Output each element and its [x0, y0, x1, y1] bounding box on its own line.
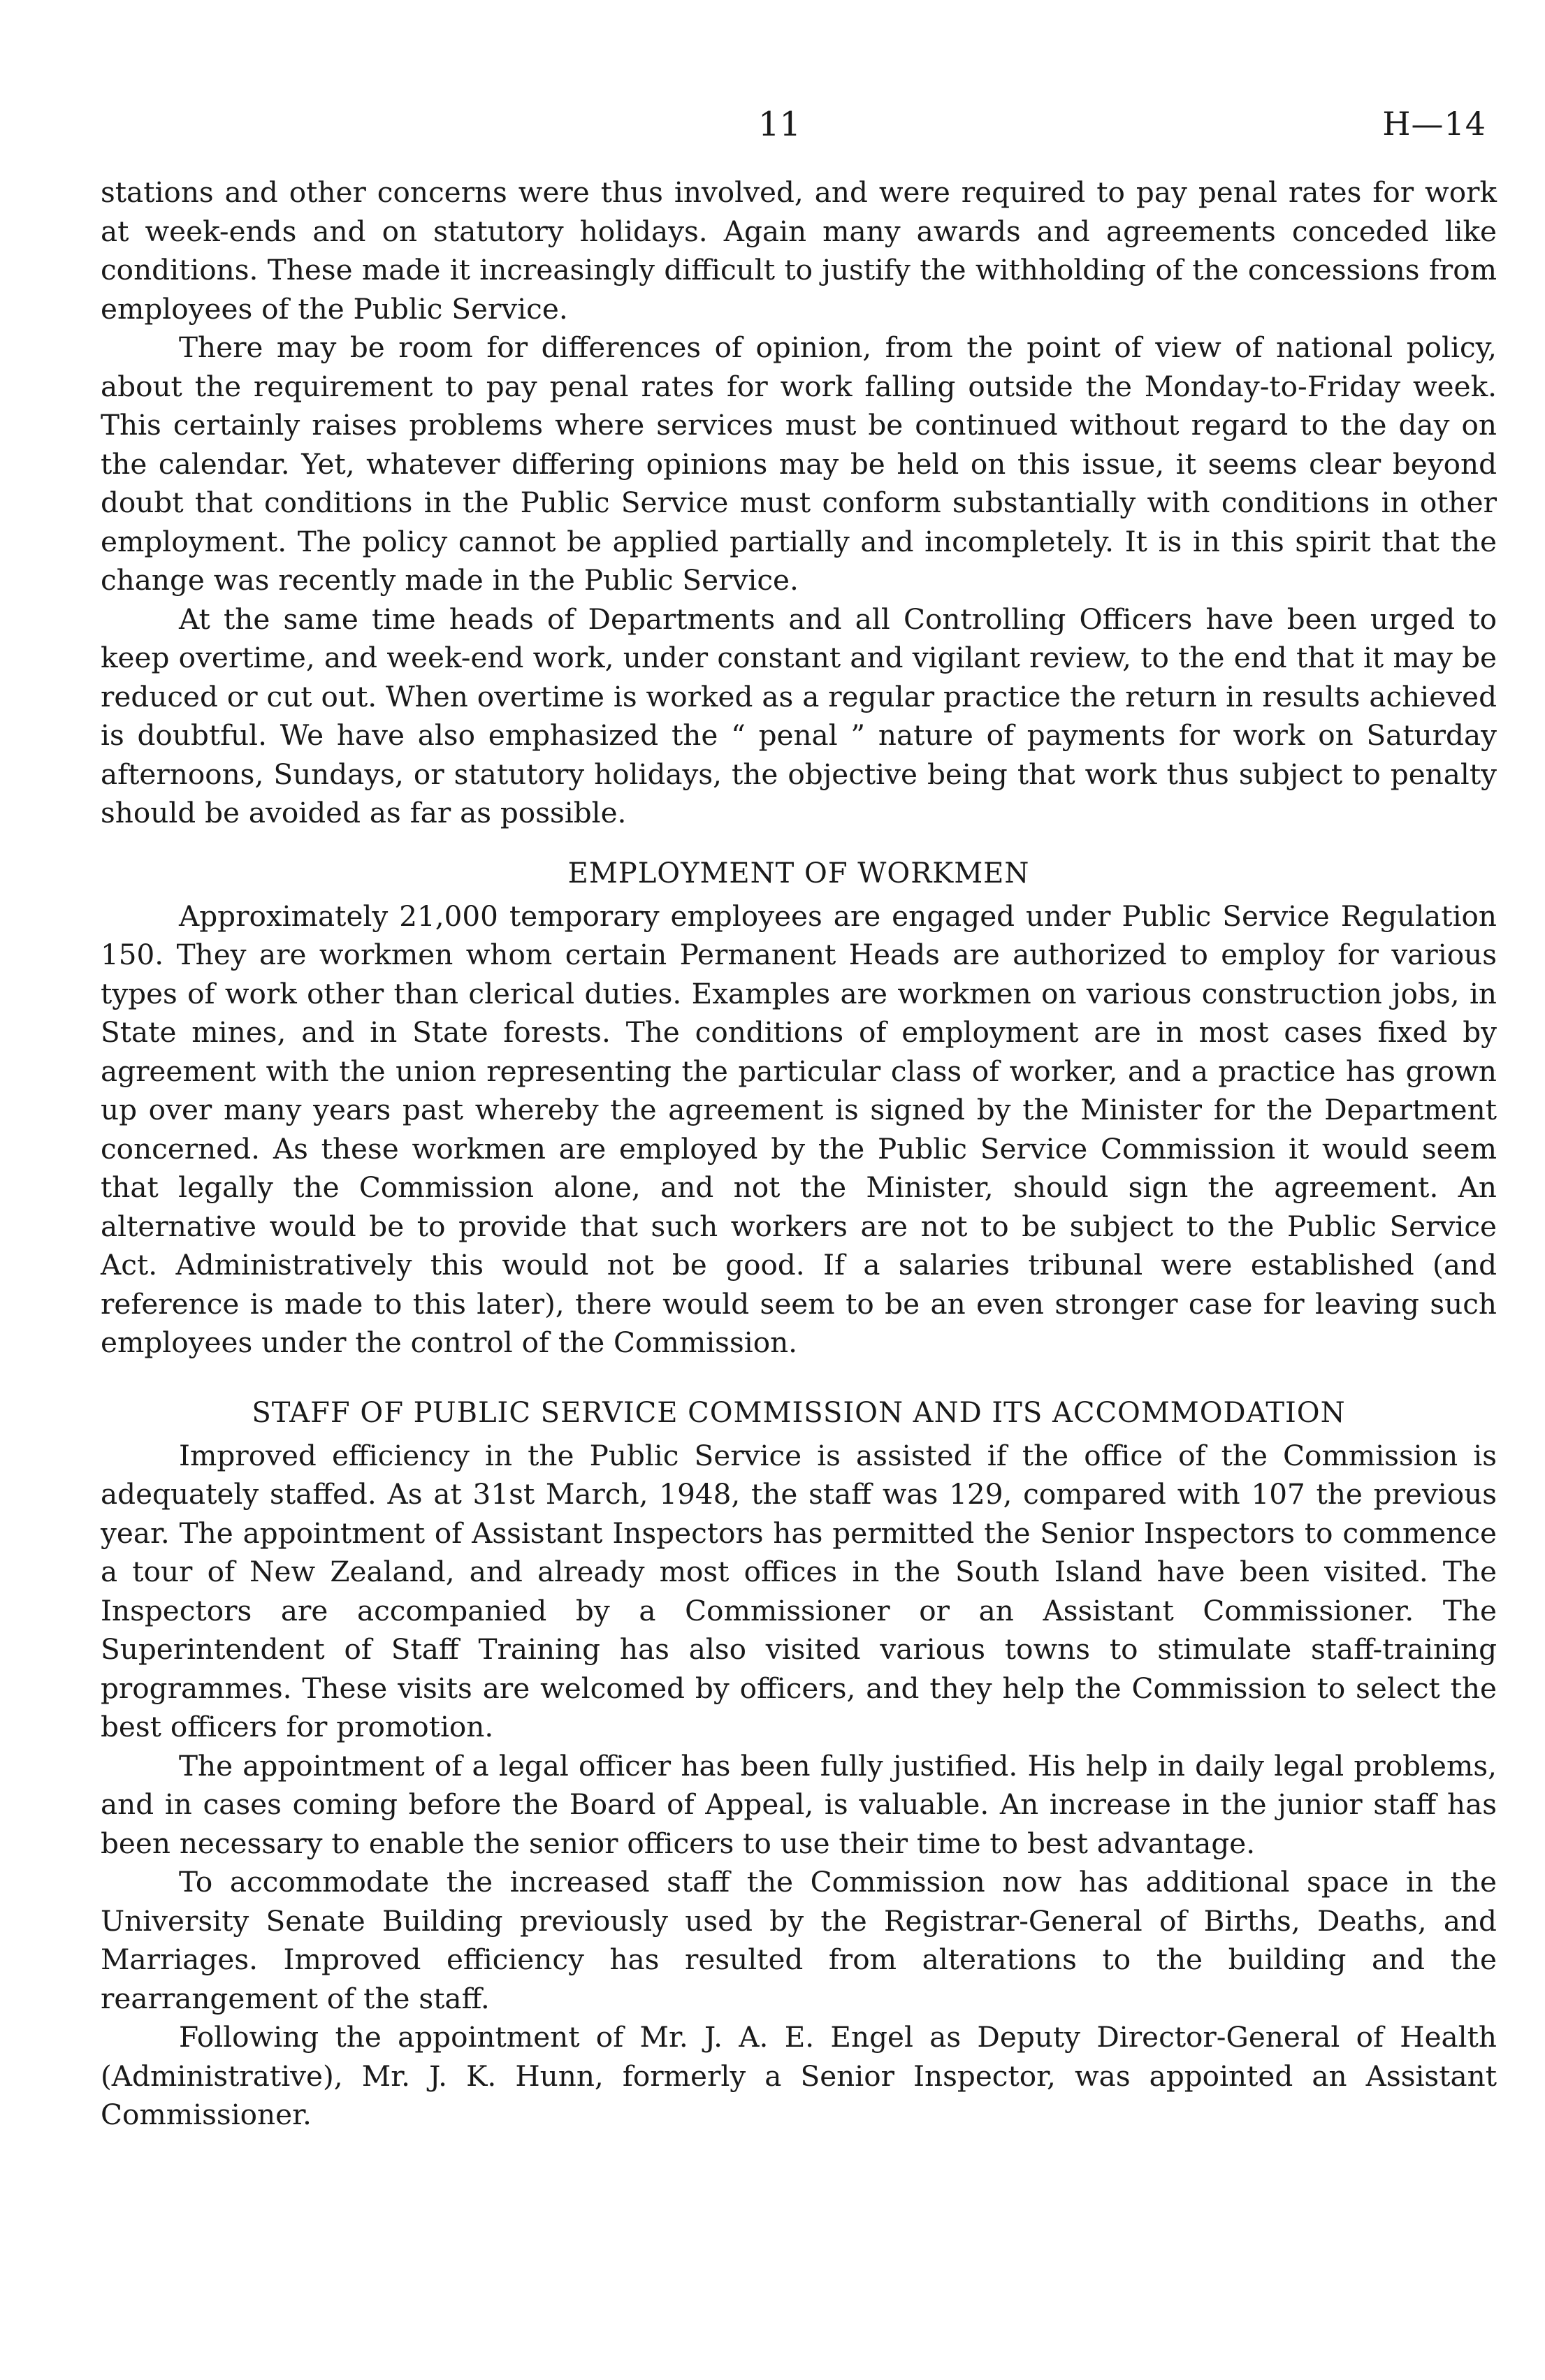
- document-code: H—14: [1382, 105, 1486, 143]
- paragraph: At the same time heads of Departments and all Controlling Officers have been urged to keep overtime, and week-end work, under constant and vigilant review, to the end that it may be reduced or cut out. When overtime is worked as a regular practice the return in results achieved is doubtful. We have also emphasized the “ penal ” nature of payments for work on Saturday afternoons, Sundays, or statutory holidays, the objective being that work thus subject to penalty should be avoided as far as possible.: [101, 602, 1497, 829]
- section-heading-staff-and-accommodation: STAFF OF PUBLIC SERVICE COMMISSION AND ITS ACCOMMODATION: [252, 1396, 1346, 1429]
- paragraph: There may be room for differences of opinion, from the point of view of national policy, about the requirement to pay penal rates for work falling outside the Monday-to-Friday week. This certainly raises problems where services must be continued without regard to the day on the calendar. Yet, whatever differing opinions may be held on this issue, it seems clear beyond doubt that conditions in the Public Service must conform substantially with conditions in other employment. The policy cannot be applied partially and incompletely. It is in this spirit that the change was recently made in the Public Service.: [101, 331, 1497, 597]
- paragraph: The appointment of a legal officer has been fully justified. His help in daily legal problems, and in cases coming before the Board of Appeal, is valuable. An increase in the junior staff has been necessary to enable the senior officers to use their time to best advantage.: [101, 1748, 1497, 1860]
- section-heading-employment-of-workmen: EMPLOYMENT OF WORKMEN: [567, 857, 1030, 890]
- paragraph: stations and other concerns were thus involved, and were required to pay penal rates for work at week-ends and on statutory holidays. Again many awards and agreements conceded like conditions. These made it increasingly difficult to justify the withholding of the concessions from employees of the Public Service.: [101, 175, 1497, 326]
- paragraph: Following the appointment of Mr. J. A. E. Engel as Deputy Director-General of Health (Administrative), Mr. J. K. Hunn, formerly a Senior Inspector, was appointed an Assistant Commissioner.: [101, 2020, 1497, 2131]
- paragraph: To accommodate the increased staff the Commission now has additional space in the University Senate Building previously used by the Registrar-General of Births, Deaths, and Marriages. Improved efficiency has resulted from alterations to the building and the rearrangement of the staff.: [101, 1865, 1497, 2015]
- page-number: 11: [758, 105, 801, 144]
- paragraph: Improved efficiency in the Public Service is assisted if the office of the Commission is adequately staffed. As at 31st March, 1948, the staff was 129, compared with 107 the previous year. The appointment of Assistant Inspectors has permitted the Senior Inspectors to commence a tour of New Zealand, and already most offices in the South Island have been visited. The Inspectors are accompanied by a Commissioner or an Assistant Commissioner. The Superintendent of Staff Training has also visited various towns to stimulate staff-training programmes. These visits are welcomed by officers, and they help the Commission to select the best officers for promotion.: [101, 1438, 1497, 1743]
- paragraph: Approximately 21,000 temporary employees are engaged under Public Service Regulation 150. They are workmen whom certain Permanent Heads are authorized to employ for various types of work other than clerical duties. Examples are workmen on various construction jobs, in State mines, and in State forests. The conditions of employment are in most cases fixed by agreement with the union representing the particular class of worker, and a practice has grown up over many years past whereby the agreement is signed by the Minister for the Department concerned. As these workmen are employed by the Public Service Commission it would seem that legally the Commission alone, and not the Minister, should sign the agreement. An alternative would be to provide that such workers are not to be subject to the Public Service Act. Administratively this would not be good. If a salaries tribunal were established (and reference is made to this later), there would seem to be an even stronger case for leaving such employees under the control of the Commission.: [101, 899, 1497, 1359]
- page-header: [0, 105, 1545, 154]
- body-text: [101, 173, 1497, 2135]
